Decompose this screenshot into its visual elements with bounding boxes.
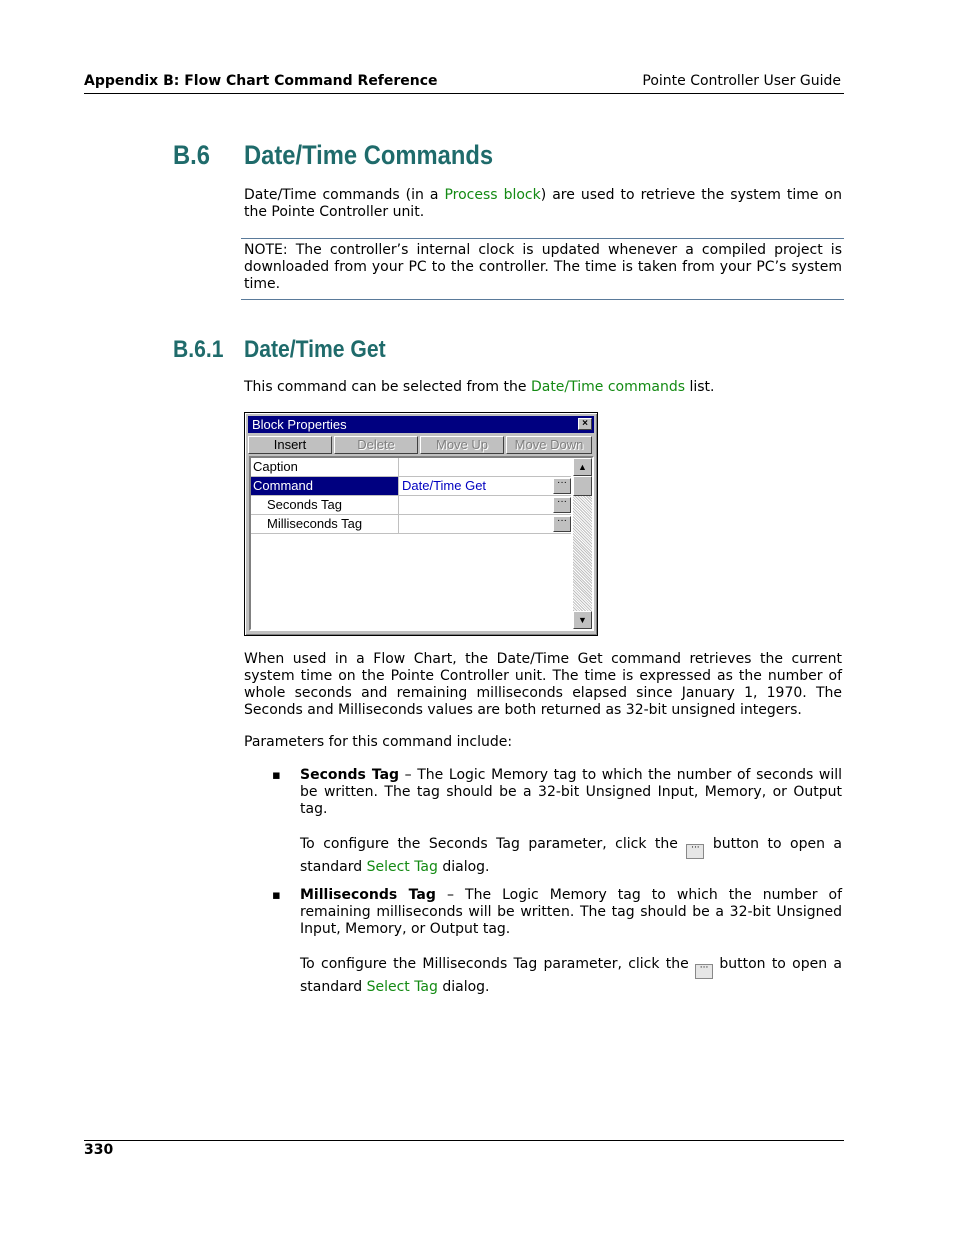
select-tag-link[interactable]: Select Tag (366, 859, 438, 875)
ellipsis-button[interactable]: ··· (553, 516, 571, 532)
param-name: Seconds Tag (300, 767, 400, 783)
property-value[interactable] (399, 477, 571, 495)
dialog-title: Block Properties (252, 417, 347, 432)
config-text: To configure the Seconds Tag parameter, click the (300, 836, 687, 852)
property-row-seconds-tag[interactable] (251, 496, 571, 515)
config-text: button to open a standard (300, 836, 842, 875)
property-name: Command (251, 477, 399, 495)
property-grid[interactable] (249, 456, 594, 631)
property-value[interactable] (399, 458, 571, 476)
move-down-button[interactable]: Move Down (506, 436, 592, 454)
config-text: To configure the Milliseconds Tag parameter, click the (300, 956, 696, 972)
param-name: Milliseconds Tag (300, 887, 436, 903)
intro-text-end: ) are used to retrieve the system time on the Pointe Controller unit. (244, 187, 842, 220)
ellipsis-button-icon: ··· (686, 844, 704, 859)
select-tag-link[interactable]: Select Tag (366, 979, 438, 995)
header-guide-title: Pointe Controller User Guide (642, 73, 841, 89)
seconds-tag-config-paragraph (300, 836, 842, 876)
ellipsis-button[interactable]: ··· (553, 478, 571, 494)
ellipsis-button[interactable]: ··· (553, 497, 571, 513)
close-button[interactable]: × (578, 418, 592, 430)
milliseconds-tag-paragraph (300, 887, 842, 938)
config-text-end: dialog. (437, 859, 490, 875)
section-title: Date/Time Commands (244, 140, 494, 170)
milliseconds-tag-config-paragraph (300, 956, 842, 996)
insert-button[interactable]: Insert (248, 436, 332, 454)
note-text: NOTE: The controller’s internal clock is updated whenever a compiled project is downloaded from your PC to the controller. The time is taken from your PC’s system time. (244, 242, 842, 292)
ellipsis-button-icon: ··· (695, 964, 713, 979)
property-row-caption[interactable] (251, 458, 571, 477)
subsection-title: Date/Time Get (244, 336, 386, 363)
config-text-end: dialog. (437, 979, 490, 995)
delete-button[interactable]: Delete (334, 436, 418, 454)
block-properties-dialog (244, 412, 598, 636)
description-paragraph: When used in a Flow Chart, the Date/Time Get command retrieves the current system time on the Pointe Controller unit. The time is expressed as the number of whole seconds and remaining milliseconds elapsed since January 1, 1970. The Seconds and Milliseconds values are both returned as 32-bit unsigned integers. (244, 651, 842, 718)
scroll-thumb[interactable] (573, 476, 592, 496)
property-value[interactable] (399, 496, 571, 514)
param-desc: – The Logic Memory tag to which the number of remaining milliseconds will be written. The tag should be a 32-bit Unsigned Input, Memory, or Output tag. (300, 887, 843, 937)
header-rule (84, 93, 844, 94)
scroll-down-icon[interactable]: ▼ (573, 611, 592, 629)
bullet-marker: ▪ (272, 768, 281, 783)
subsection-number: B.6.1 (173, 336, 224, 363)
parameters-intro: Parameters for this command include: (244, 734, 513, 750)
property-name: Milliseconds Tag (251, 515, 399, 533)
datetime-commands-link[interactable]: Date/Time commands (530, 379, 686, 395)
property-row-milliseconds-tag[interactable] (251, 515, 571, 534)
select-paragraph (244, 379, 842, 396)
param-desc: – The Logic Memory tag to which the number of seconds will be written. The tag should be a 32-bit Unsigned Input, Memory, or Output tag. (300, 767, 843, 817)
section-number: B.6 (173, 140, 210, 170)
vertical-scrollbar[interactable] (573, 458, 592, 629)
header-chapter: Appendix B: Flow Chart Command Reference (84, 73, 438, 89)
config-text: button to open a standard (300, 956, 842, 995)
command-value: Date/Time Get (402, 478, 487, 493)
select-text-end: list. (685, 379, 715, 395)
property-value[interactable] (399, 515, 571, 533)
process-block-link[interactable]: Process block (444, 187, 541, 203)
footer-rule (84, 1140, 844, 1141)
intro-text: Date/Time commands (in a (244, 187, 445, 203)
bullet-marker: ▪ (272, 888, 281, 903)
seconds-tag-paragraph (300, 767, 842, 818)
property-name: Caption (251, 458, 399, 476)
dialog-titlebar[interactable] (248, 416, 594, 433)
property-name: Seconds Tag (251, 496, 399, 514)
select-text: This command can be selected from the (244, 379, 531, 395)
page-number: 330 (84, 1142, 114, 1158)
scroll-up-icon[interactable]: ▲ (573, 458, 592, 476)
intro-paragraph (244, 187, 842, 221)
move-up-button[interactable]: Move Up (420, 436, 504, 454)
property-row-command[interactable] (251, 477, 571, 496)
